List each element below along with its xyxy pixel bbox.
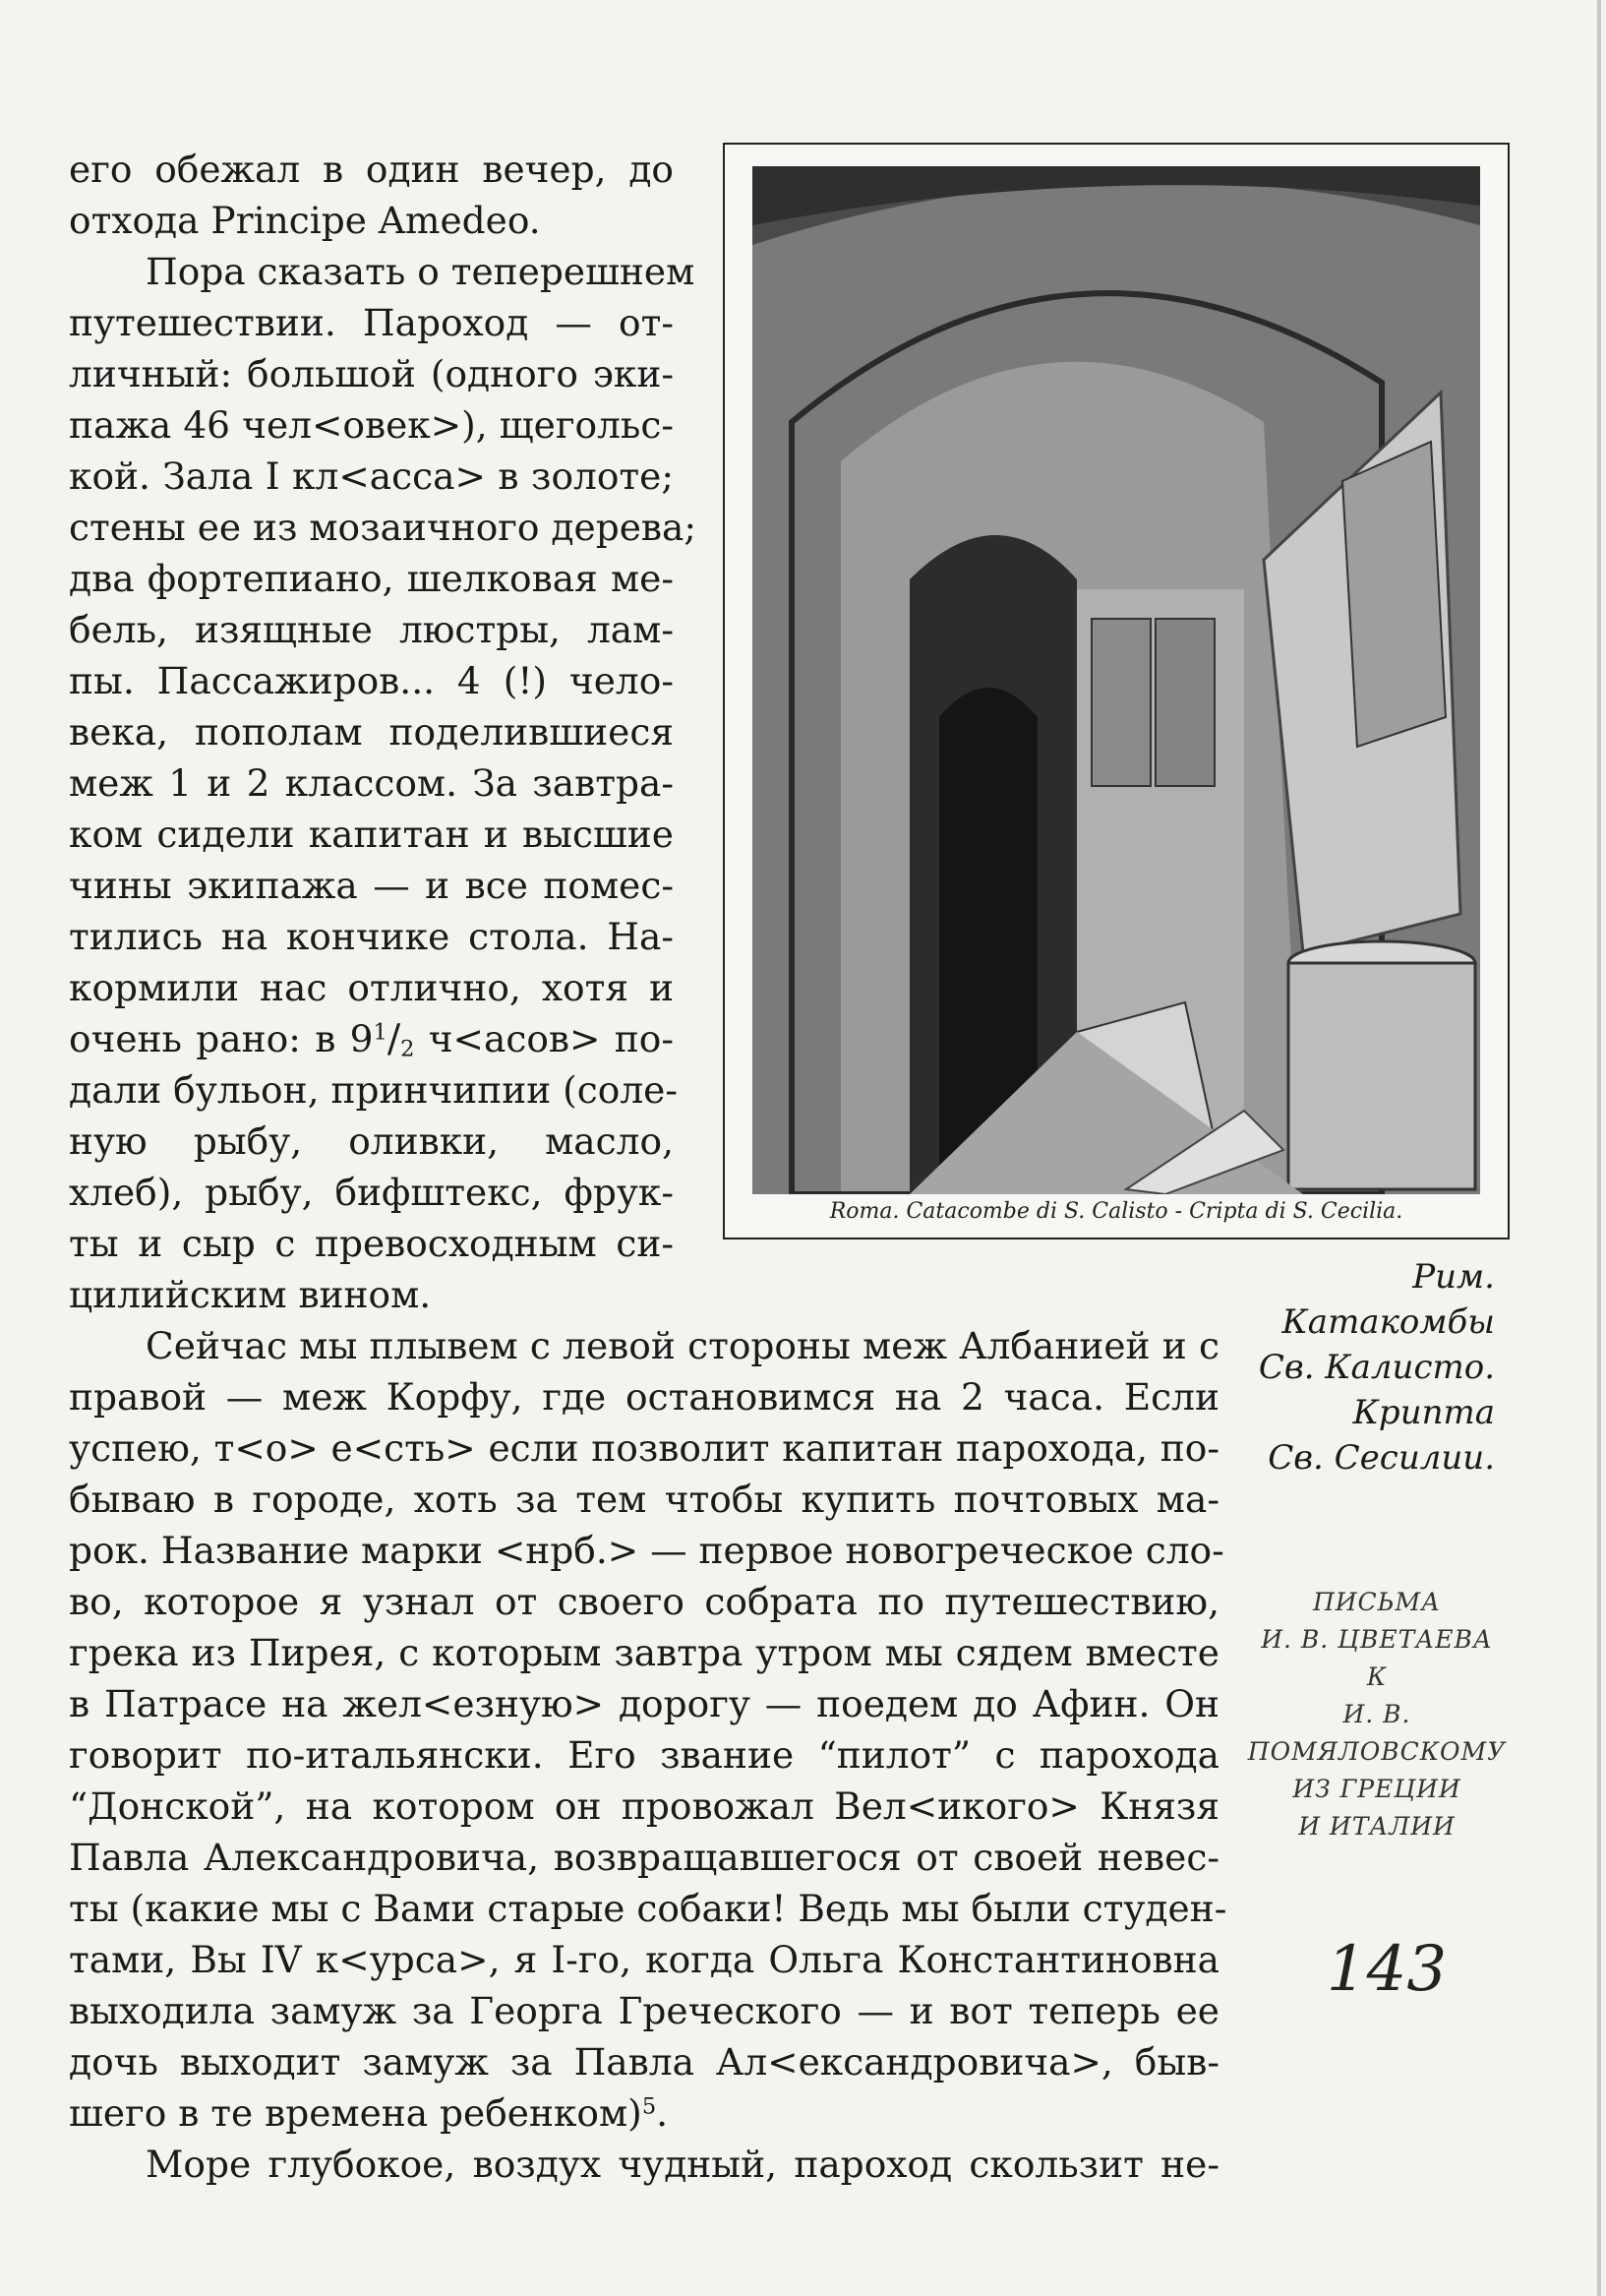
caption-line: Катакомбы [1281, 1302, 1495, 1342]
text-line: дали бульон, принчипии (соле- [69, 1068, 679, 1112]
caption-line: Св. Калисто. [1258, 1348, 1495, 1387]
fraction-numerator: 1 [373, 1019, 387, 1046]
text-line: бель, изящные люстры, лам- [69, 608, 674, 651]
text-fragment: ч<асов> по- [414, 1017, 674, 1060]
running-title-line: ИЗ ГРЕЦИИ [1292, 1775, 1461, 1803]
running-title-line: И ИТАЛИИ [1298, 1812, 1456, 1841]
text-line: Море глубокое, воздух чудный, пароход скользит не- [146, 2143, 1219, 2186]
text-line: кой. Зала I кл<асса> в золоте; [69, 454, 674, 498]
caption-line: Крипта [1352, 1393, 1495, 1432]
text-line: в Патрасе на жел<езную> дорогу — поедем до Афин. Он [69, 1682, 1219, 1725]
text-line: личный: большой (одного эки- [69, 352, 674, 395]
fraction-slash: / [387, 1016, 401, 1061]
running-title-line: И. В. [1342, 1700, 1411, 1728]
photo-frame [723, 143, 1510, 1239]
text-line: века, пополам поделившиеся [69, 710, 674, 754]
text-line: отхода Principe Amedeo. [69, 199, 541, 242]
catacomb-illustration [752, 166, 1480, 1194]
text-line: “Донской”, на котором он провожал Вел<икого> Князя [69, 1784, 1219, 1828]
caption-line: Рим. [1412, 1257, 1495, 1297]
running-title-line: ПОМЯЛОВСКОМУ [1247, 1737, 1507, 1766]
text-line: ную рыбу, оливки, масло, [69, 1119, 674, 1163]
text-line: ком сидели капитан и высшие [69, 813, 674, 856]
text-line-footnote [69, 2091, 1219, 2135]
text-line: ты и сыр с превосходным си- [69, 1222, 674, 1265]
text-line: пажа 46 чел<овек>), щегольс- [69, 403, 674, 447]
text-line: успею, т<о> е<сть> если позволит капитан парохода, по- [69, 1426, 1219, 1470]
text-line: грека из Пирея, с которым завтра утром мы сядем вместе [69, 1631, 1219, 1674]
running-title [1229, 1584, 1524, 1845]
text-line: ты (какие мы с Вами старые собаки! Ведь мы были студен- [69, 1887, 1227, 1930]
text-line: правой — меж Корфу, где остановимся на 2 часа. Если [69, 1375, 1219, 1419]
fraction-denominator: 2 [400, 1036, 415, 1062]
text-line: два фортепиано, шелковая ме- [69, 557, 674, 600]
text-fragment: очень рано: в 9 [69, 1017, 374, 1060]
text-line: Сейчас мы плывем с левой стороны меж Албанией и с [146, 1324, 1219, 1367]
text-line: пы. Пассажиров... 4 (!) чело- [69, 659, 674, 702]
catacomb-photo [752, 166, 1480, 1194]
text-line: Павла Александровича, возвращавшегося от своей невес- [69, 1836, 1219, 1879]
text-line: Пора сказать о теперешнем [146, 250, 695, 293]
text-line: кормили нас отлично, хотя и [69, 966, 674, 1009]
running-title-line: ПИСЬМА [1312, 1588, 1442, 1616]
text-line: во, которое я узнал от своего собрата по путешествию, [69, 1580, 1219, 1623]
text-line: рок. Название марки <нрб.> — первое новогреческое сло- [69, 1529, 1224, 1572]
text-line: хлеб), рыбу, бифштекс, фрук- [69, 1171, 674, 1214]
text-line: его обежал в один вечер, до [69, 148, 674, 191]
text-line: тились на кончике стола. На- [69, 915, 674, 958]
text-line: бываю в городе, хоть за тем чтобы купить почтовых ма- [69, 1478, 1219, 1521]
text-line: цилийским вином. [69, 1273, 432, 1316]
text-line: путешествии. Пароход — от- [69, 301, 674, 344]
text-line: тами, Вы IV к<урса>, я I-го, когда Ольга Константиновна [69, 1938, 1219, 1981]
caption-line: Св. Сесилии. [1268, 1438, 1495, 1478]
figure-caption [1249, 1254, 1495, 1480]
text-line-fraction [69, 1017, 674, 1060]
text-fragment: . [656, 2091, 669, 2135]
page-number: 143 [1326, 1933, 1448, 2006]
text-line: говорит по-итальянски. Его звание “пилот” с парохода [69, 1733, 1219, 1777]
photo-caption: Roma. Catacombe di S. Calisto - Cripta di S. Cecilia. [829, 1199, 1403, 1224]
text-fragment: шего в те времена ребенком) [69, 2091, 642, 2135]
text-line: чины экипажа — и все помес- [69, 864, 674, 907]
running-title-line: И. В. ЦВЕТАЕВА [1261, 1625, 1493, 1654]
text-line: меж 1 и 2 классом. За завтра- [69, 761, 674, 805]
text-line: стены ее из мозаичного дерева; [69, 506, 697, 549]
text-line: дочь выходит замуж за Павла Ал<ександровича>, быв- [69, 2040, 1219, 2084]
text-line: выходила замуж за Георга Греческого — и вот теперь ее [69, 1989, 1219, 2032]
footnote-marker: 5 [641, 2093, 657, 2120]
running-title-line: К [1366, 1662, 1388, 1691]
